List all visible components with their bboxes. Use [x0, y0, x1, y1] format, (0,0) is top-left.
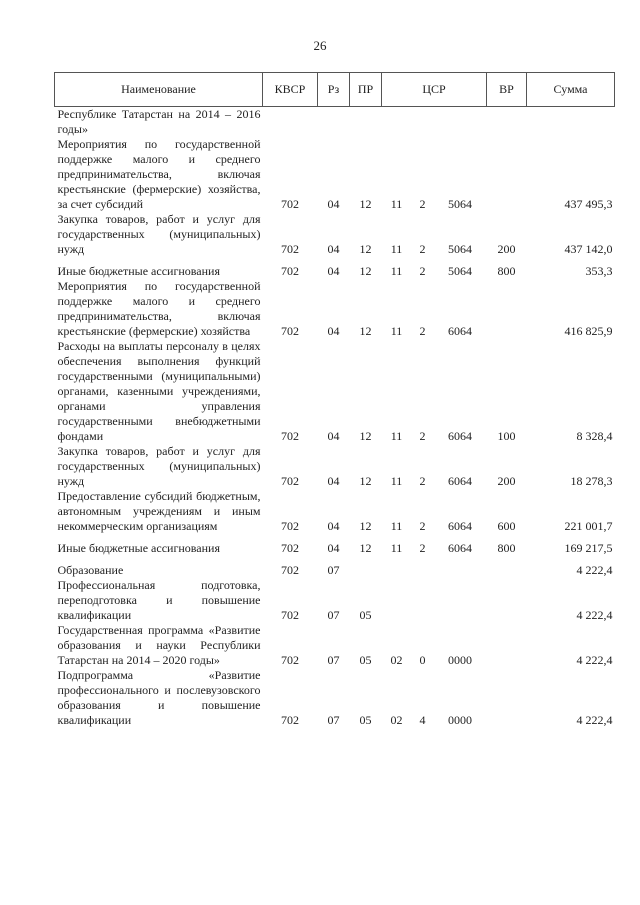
table-row	[55, 556, 615, 578]
row-pr: 12	[359, 264, 372, 278]
row-csr-program: 11	[390, 429, 403, 443]
row-rz: 04	[327, 197, 340, 211]
row-sum: 416 825,9	[564, 324, 613, 338]
table-row	[55, 489, 615, 534]
table-row	[55, 107, 615, 138]
row-kvsr: 702	[281, 324, 299, 338]
row-csr-subprogram: 2	[419, 541, 426, 555]
row-csr-code: 6064	[448, 474, 472, 488]
row-rz: 07	[327, 713, 340, 727]
row-csr-subprogram: 2	[419, 429, 426, 443]
table-row	[55, 444, 615, 489]
row-sum: 18 278,3	[570, 474, 613, 488]
row-kvsr: 702	[281, 563, 299, 577]
row-pr: 12	[359, 429, 372, 443]
row-csr-subprogram: 2	[419, 197, 426, 211]
row-csr-code: 5064	[448, 264, 472, 278]
row-csr-subprogram	[412, 556, 434, 578]
row-kvsr: 702	[281, 519, 299, 533]
row-pr: 05	[359, 608, 372, 622]
row-kvsr: 702	[281, 653, 299, 667]
row-csr-program: 11	[390, 242, 403, 256]
row-name: Расходы на выплаты персоналу в целях обеспечения выполнения функций государственными (муниципальными) органами, казенными учреждениями, органами управления государственными внебюджетными фондами	[57, 339, 261, 443]
row-kvsr: 702	[281, 242, 299, 256]
row-kvsr: 702	[281, 608, 299, 622]
row-kvsr: 702	[281, 429, 299, 443]
row-pr: 12	[359, 474, 372, 488]
header-kvsr: КВСР	[263, 73, 318, 107]
row-sum: 4 222,4	[576, 653, 613, 667]
row-rz: 04	[327, 242, 340, 256]
row-name: Иные бюджетные ассигнования	[57, 541, 220, 555]
row-vr: 100	[497, 429, 516, 443]
row-csr-program: 11	[390, 197, 403, 211]
row-csr-subprogram: 0	[419, 653, 426, 667]
header-name: Наименование	[55, 73, 263, 107]
row-rz: 07	[327, 608, 340, 622]
header-csr: ЦСР	[382, 73, 487, 107]
row-rz: 07	[327, 653, 340, 667]
row-kvsr: 702	[281, 713, 299, 727]
row-vr: 800	[497, 264, 516, 278]
row-kvsr: 702	[281, 197, 299, 211]
table-row	[55, 212, 615, 257]
row-csr-program	[382, 556, 412, 578]
row-rz: 04	[327, 474, 340, 488]
header-pr: ПР	[350, 73, 382, 107]
row-kvsr: 702	[281, 541, 299, 555]
header-rz: Рз	[318, 73, 350, 107]
row-sum: 221 001,7	[564, 519, 613, 533]
row-pr: 12	[359, 242, 372, 256]
row-csr-program: 11	[390, 519, 403, 533]
row-vr	[487, 279, 527, 339]
row-sum: 4 222,4	[576, 608, 613, 622]
row-rz: 04	[327, 264, 340, 278]
row-vr	[487, 578, 527, 623]
row-sum: 437 495,3	[564, 197, 613, 211]
row-sum: 4 222,4	[576, 713, 613, 727]
row-vr: 200	[497, 242, 516, 256]
row-name: Образование	[57, 563, 124, 577]
row-csr-code	[434, 107, 487, 138]
row-name: Закупка товаров, работ и услуг для государственных (муниципальных) нужд	[57, 444, 261, 488]
row-csr-program	[382, 578, 412, 623]
row-pr: 05	[359, 653, 372, 667]
row-vr	[487, 668, 527, 728]
row-sum: 169 217,5	[564, 541, 613, 555]
row-sum: 437 142,0	[564, 242, 613, 256]
row-csr-program: 11	[390, 541, 403, 555]
row-name: Профессиональная подготовка, переподготовка и повышение квалификации	[57, 578, 261, 622]
row-csr-code	[434, 578, 487, 623]
row-csr-subprogram: 2	[419, 242, 426, 256]
row-csr-program: 02	[390, 713, 403, 727]
table-body	[55, 107, 615, 729]
row-kvsr	[263, 107, 318, 138]
table-row	[55, 534, 615, 556]
row-csr-code: 6064	[448, 541, 472, 555]
table-row	[55, 279, 615, 339]
row-vr	[487, 623, 527, 668]
row-rz: 04	[327, 519, 340, 533]
row-pr: 12	[359, 541, 372, 555]
row-name: Закупка товаров, работ и услуг для государственных (муниципальных) нужд	[57, 212, 261, 256]
row-csr-code: 6064	[448, 519, 472, 533]
table-row	[55, 623, 615, 668]
row-csr-subprogram: 2	[419, 474, 426, 488]
row-name: Мероприятия по государственной поддержке малого и среднего предпринимательства, включая крестьянские (фермерские) хозяйства	[57, 279, 261, 338]
row-name: Подпрограмма «Развитие профессионального и послевузовского образования и повышение квалификации	[57, 668, 261, 727]
row-sum: 8 328,4	[576, 429, 613, 443]
row-pr	[350, 107, 382, 138]
row-csr-subprogram: 2	[419, 324, 426, 338]
table-header	[55, 73, 615, 107]
row-csr-code: 5064	[448, 197, 472, 211]
row-rz: 04	[327, 324, 340, 338]
row-csr-subprogram: 4	[419, 713, 426, 727]
row-csr-subprogram: 2	[419, 264, 426, 278]
row-kvsr: 702	[281, 474, 299, 488]
row-csr-subprogram: 2	[419, 519, 426, 533]
row-pr: 12	[359, 197, 372, 211]
table-row	[55, 257, 615, 279]
row-csr-program: 02	[390, 653, 403, 667]
row-pr	[350, 556, 382, 578]
page-number: 26	[313, 38, 327, 53]
row-kvsr: 702	[281, 264, 299, 278]
header-vr: ВР	[487, 73, 527, 107]
row-sum	[527, 107, 615, 138]
row-csr-code: 5064	[448, 242, 472, 256]
row-csr-program: 11	[390, 324, 403, 338]
table-row	[55, 578, 615, 623]
row-csr-code	[434, 556, 487, 578]
budget-table	[54, 72, 615, 728]
row-csr-code: 6064	[448, 324, 472, 338]
row-csr-program: 11	[390, 264, 403, 278]
row-csr-subprogram	[412, 578, 434, 623]
row-csr-program: 11	[390, 474, 403, 488]
row-rz	[318, 107, 350, 138]
row-vr	[487, 556, 527, 578]
row-csr-subprogram	[412, 107, 434, 138]
row-sum: 353,3	[585, 264, 613, 278]
table-row	[55, 339, 615, 444]
row-csr-program	[382, 107, 412, 138]
row-pr: 05	[359, 713, 372, 727]
row-vr	[487, 137, 527, 212]
header-sum: Сумма	[527, 73, 615, 107]
table-row	[55, 668, 615, 728]
row-rz: 04	[327, 541, 340, 555]
row-pr: 12	[359, 519, 372, 533]
row-rz: 04	[327, 429, 340, 443]
row-pr: 12	[359, 324, 372, 338]
row-vr: 600	[497, 519, 516, 533]
row-name: Иные бюджетные ассигнования	[57, 264, 220, 278]
row-name: Республике Татарстан на 2014 – 2016 годы»	[57, 107, 261, 136]
table-row	[55, 137, 615, 212]
row-name: Предоставление субсидий бюджетным, автономным учреждениям и иным некоммерческим организациям	[57, 489, 261, 533]
row-rz: 07	[327, 563, 340, 577]
row-sum: 4 222,4	[576, 563, 613, 577]
row-vr: 800	[497, 541, 516, 555]
row-vr: 200	[497, 474, 516, 488]
row-csr-code: 0000	[448, 653, 472, 667]
row-csr-code: 6064	[448, 429, 472, 443]
row-name: Государственная программа «Развитие образования и науки Республики Татарстан на 2014 – 2020 годы»	[57, 623, 261, 667]
row-name: Мероприятия по государственной поддержке малого и среднего предпринимательства, включая крестьянские (фермерские) хозяйства, за счет субсидий	[57, 137, 261, 211]
row-vr	[487, 107, 527, 138]
row-csr-code: 0000	[448, 713, 472, 727]
